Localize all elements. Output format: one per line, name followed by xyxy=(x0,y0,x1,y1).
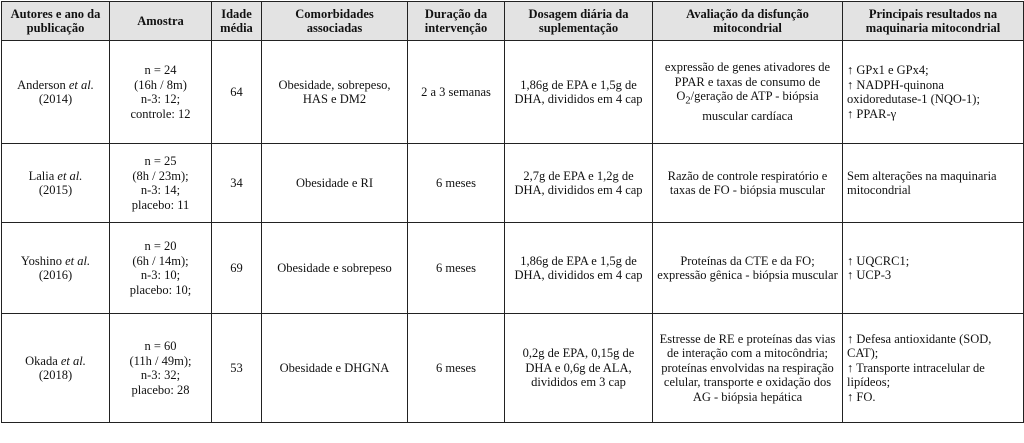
result-line: ↑ UQCRC1; xyxy=(847,253,910,268)
comorbidities-cell: Obesidade e sobrepeso xyxy=(262,223,408,314)
sample-line: n-3: 14; xyxy=(140,183,181,197)
author-year: (2015) xyxy=(38,183,73,197)
age-cell: 69 xyxy=(212,223,262,314)
author-name: Yoshino xyxy=(20,253,62,268)
sample-line: n = 25 xyxy=(144,154,177,168)
dosage-cell: 1,86g de EPA e 1,5g de DHA, divididos em 4 cap xyxy=(505,41,653,144)
result-line: ↑ Defesa antioxidante (SOD, CAT); xyxy=(847,331,992,361)
result-line: ↑ Transporte intracelular de lipídeos; xyxy=(847,360,985,390)
result-line: Sem alterações na maquinaria mitocondrial xyxy=(847,168,997,197)
comorbidities-cell: Obesidade e DHGNA xyxy=(262,314,408,423)
result-line: ↑ UCP-3 xyxy=(847,268,892,282)
sample-line: n-3: 12; xyxy=(140,92,181,106)
age-cell: 34 xyxy=(212,144,262,223)
sample-line: placebo: 28 xyxy=(131,382,190,397)
table-row xyxy=(2,223,1024,314)
age-cell: 64 xyxy=(212,41,262,144)
result-line: ↑ FO. xyxy=(847,389,876,404)
age-cell: 53 xyxy=(212,314,262,423)
dosage-cell: 0,2g de EPA, 0,15g de DHA e 0,6g de ALA, divididos em 3 cap xyxy=(505,314,653,423)
author-etal: et al. xyxy=(62,253,91,268)
sample-line: n-3: 10; xyxy=(140,268,181,282)
studies-table xyxy=(1,1,1024,423)
comorbidities-cell: Obesidade, sobrepeso, HAS e DM2 xyxy=(262,41,408,144)
author-name: Anderson xyxy=(17,77,66,92)
header-duration: Duração da intervenção xyxy=(408,2,505,41)
header-comorbidities: Comorbidades associadas xyxy=(262,2,408,41)
results-cell xyxy=(843,41,1024,144)
author-year: (2018) xyxy=(38,368,73,382)
sample-line: placebo: 10; xyxy=(129,282,192,297)
evaluation-cell: Razão de controle respiratório e taxas de FO - biópsia muscular xyxy=(653,144,843,223)
results-cell xyxy=(843,144,1024,223)
sample-line: n = 24 xyxy=(144,63,177,77)
sample-cell xyxy=(110,41,212,144)
sample-line: n = 60 xyxy=(144,339,177,353)
sample-line: (8h / 23m); xyxy=(132,168,189,183)
author-cell xyxy=(2,223,110,314)
author-year: (2016) xyxy=(38,268,73,282)
evaluation-text-cont: /geração de ATP - biópsia muscular cardíaca xyxy=(690,89,819,124)
table-row xyxy=(2,41,1024,144)
header-dosage: Dosagem diária da suplementação xyxy=(505,2,653,41)
duration-cell: 6 meses xyxy=(408,223,505,314)
results-cell xyxy=(843,314,1024,423)
evaluation-cell xyxy=(653,41,843,144)
author-etal: et al. xyxy=(57,353,86,368)
header-row xyxy=(2,2,1024,41)
sample-line: (6h / 14m); xyxy=(132,253,189,268)
sample-line: (11h / 49m); xyxy=(129,353,192,368)
result-line: ↑ PPAR-γ xyxy=(847,106,897,121)
evaluation-text: expressão de genes ativadores de PPAR e taxas de consumo de O xyxy=(664,60,831,104)
author-etal: et al. xyxy=(54,168,83,183)
sample-line: placebo: 11 xyxy=(131,197,190,212)
sample-line: n = 20 xyxy=(144,239,177,253)
evaluation-subscript: 2 xyxy=(685,95,691,107)
results-cell xyxy=(843,223,1024,314)
sample-line: controle: 12 xyxy=(130,106,191,121)
evaluation-cell: Proteínas da CTE e da FO; expressão gênica - biópsia muscular xyxy=(653,223,843,314)
author-year: (2014) xyxy=(38,92,73,106)
sample-line: (16h / 8m) xyxy=(134,77,187,92)
table-row xyxy=(2,314,1024,423)
author-name: Okada xyxy=(25,353,58,368)
author-name: Lalia xyxy=(28,168,55,183)
duration-cell: 6 meses xyxy=(408,144,505,223)
result-line: ↑ NADPH-quinona oxidoredutase-1 (NQO-1); xyxy=(847,77,980,106)
result-line: ↑ GPx1 e GPx4; xyxy=(847,63,929,77)
header-age: Idade média xyxy=(212,2,262,41)
evaluation-cell: Estresse de RE e proteínas das vias de interação com a mitocôndria; proteínas envolvidas na respiração celular, transporte e oxidação dos AG - biópsia hepática xyxy=(653,314,843,423)
header-results: Principais resultados na maquinaria mitocondrial xyxy=(843,2,1024,41)
sample-cell xyxy=(110,223,212,314)
header-evaluation: Avaliação da disfunção mitocondrial xyxy=(653,2,843,41)
sample-cell xyxy=(110,314,212,423)
author-cell xyxy=(2,41,110,144)
author-etal: et al. xyxy=(65,77,94,92)
header-authors: Autores e ano da publicação xyxy=(2,2,110,41)
table-row xyxy=(2,144,1024,223)
comorbidities-cell: Obesidade e RI xyxy=(262,144,408,223)
header-sample: Amostra xyxy=(110,2,212,41)
sample-line: n-3: 32; xyxy=(140,368,181,382)
dosage-cell: 1,86g de EPA e 1,5g de DHA, divididos em 4 cap xyxy=(505,223,653,314)
author-cell xyxy=(2,314,110,423)
duration-cell: 2 a 3 semanas xyxy=(408,41,505,144)
dosage-cell: 2,7g de EPA e 1,2g de DHA, divididos em 4 cap xyxy=(505,144,653,223)
author-cell xyxy=(2,144,110,223)
sample-cell xyxy=(110,144,212,223)
duration-cell: 6 meses xyxy=(408,314,505,423)
